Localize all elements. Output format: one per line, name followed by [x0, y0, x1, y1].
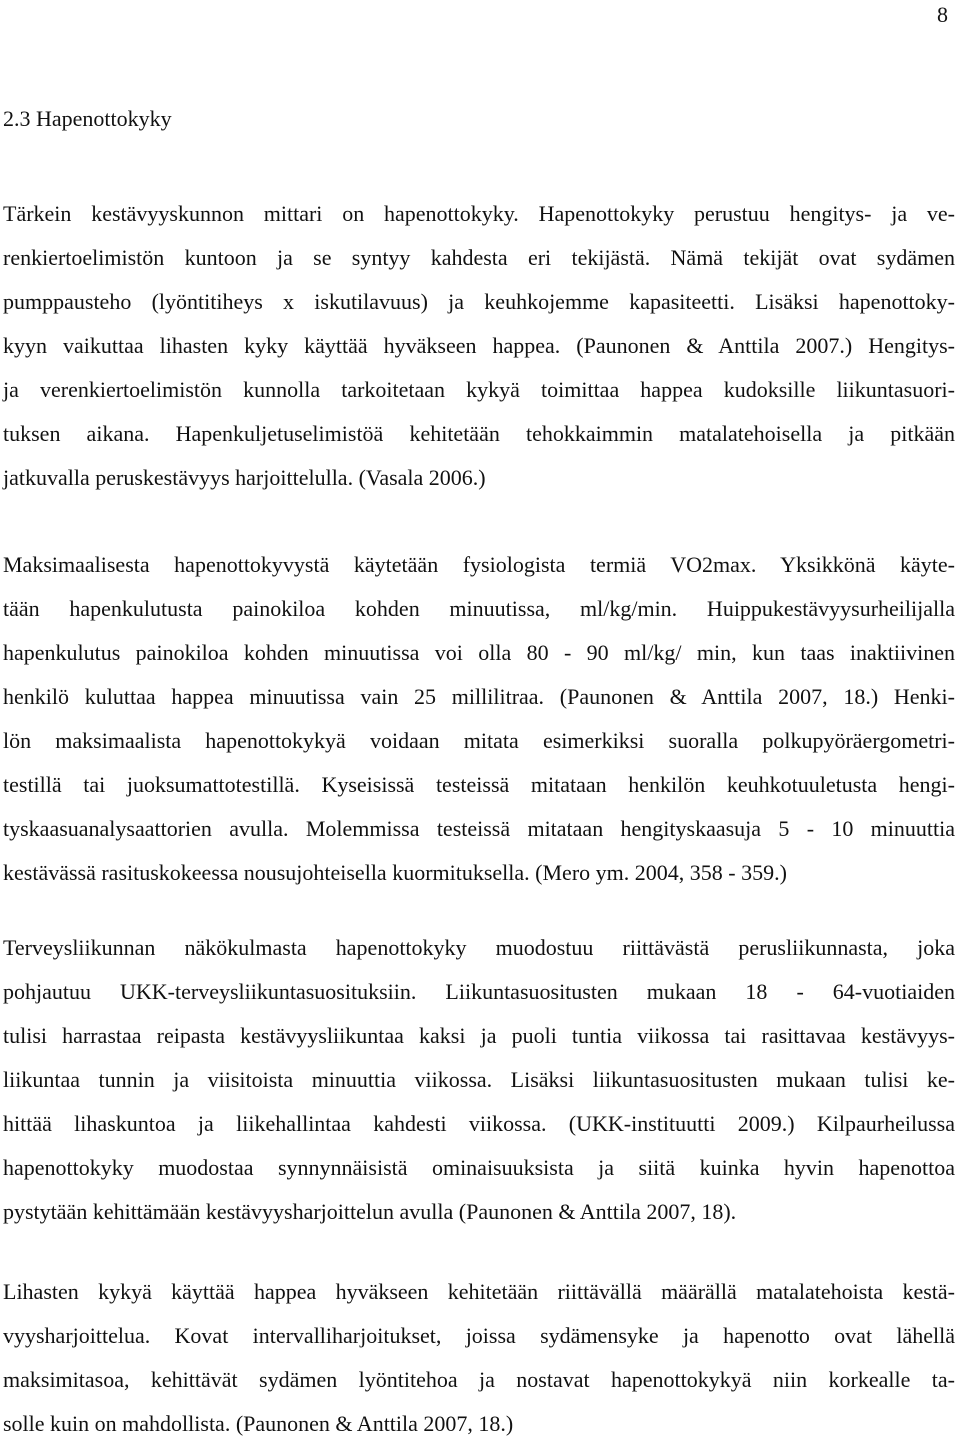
paragraph-line: solle kuin on mahdollista. (Paunonen & Anttila 2007, 18.) — [3, 1411, 514, 1436]
paragraph-line: vyysharjoittelua. Kovat intervalliharjoitukset, joissa sydämensyke ja hapenotto ovat lähellä — [3, 1323, 955, 1348]
paragraph-line: kestävässä rasituskokeessa nousujohteisella kuormituksella. (Mero ym. 2004, 358 - 359.) — [3, 860, 787, 885]
paragraph-line: pumppausteho (lyöntitiheys x iskutilavuus) ja keuhkojemme kapasiteetti. Lisäksi hapenottoky- — [3, 289, 955, 314]
section-heading: 2.3 Hapenottokyky — [3, 106, 172, 131]
paragraph-2 — [3, 543, 955, 895]
paragraph-line: Lihasten kykyä käyttää happea hyväkseen kehitetään riittävällä määrällä matalatehoista kestä- — [3, 1279, 955, 1304]
paragraph-line: tulisi harrastaa reipasta kestävyysliikuntaa kaksi ja puoli tuntia viikossa tai rasittavaa kestävyys- — [3, 1023, 955, 1048]
paragraph-line: hapenottokyky muodostaa synnynnäisistä ominaisuuksista ja siitä kuinka hyvin hapenottoa — [3, 1155, 955, 1180]
paragraph-line: hapenkulutus painokiloa kohden minuutissa voi olla 80 - 90 ml/kg/ min, kun taas inaktiivinen — [3, 640, 955, 665]
paragraph-line: kyyn vaikuttaa lihasten kyky käyttää hyväkseen happea. (Paunonen & Anttila 2007.) Hengitys- — [3, 333, 955, 358]
paragraph-line: pohjautuu UKK-terveysliikuntasuosituksiin. Liikuntasuositusten mukaan 18 - 64-vuotiaiden — [3, 979, 955, 1004]
paragraph-line: hittää lihaskuntoa ja liikehallintaa kahdesti viikossa. (UKK-instituutti 2009.) Kilpaurheilussa — [3, 1111, 955, 1136]
paragraph-line: lön maksimaalista hapenottokykyä voidaan mitata esimerkiksi suoralla polkupyöräergometri- — [3, 728, 955, 753]
paragraph-3 — [3, 926, 955, 1234]
paragraph-line: renkiertoelimistön kuntoon ja se syntyy kahdesta eri tekijästä. Nämä tekijät ovat sydämen — [3, 245, 955, 270]
paragraph-line: ja verenkiertoelimistön kunnolla tarkoitetaan kykyä toimittaa happea kudoksille liikuntasuori- — [3, 377, 955, 402]
page-number: 8 — [937, 2, 948, 27]
paragraph-line: jatkuvalla peruskestävyys harjoittelulla. (Vasala 2006.) — [3, 465, 486, 490]
paragraph-line: testillä tai juoksumattotestillä. Kyseisissä testeissä mitataan henkilön keuhkotuuletusta hengi- — [3, 772, 955, 797]
paragraph-line: Terveysliikunnan näkökulmasta hapenottokyky muodostuu riittävästä perusliikunnasta, joka — [3, 935, 955, 960]
paragraph-line: tuksen aikana. Hapenkuljetuselimistöä kehitetään tehokkaimmin matalatehoisella ja pitkään — [3, 421, 955, 446]
paragraph-1 — [3, 192, 955, 500]
paragraph-line: Tärkein kestävyyskunnon mittari on hapenottokyky. Hapenottokyky perustuu hengitys- ja ve- — [3, 201, 955, 226]
paragraph-line: tyskaasuanalysaattorien avulla. Molemmissa testeissä mitataan hengityskaasuja 5 - 10 minuuttia — [3, 816, 955, 841]
paragraph-line: pystytään kehittämään kestävyysharjoittelun avulla (Paunonen & Anttila 2007, 18). — [3, 1199, 737, 1224]
paragraph-line: maksimitasoa, kehittävät sydämen lyöntitehoa ja nostavat hapenottokykyä niin korkealle ta- — [3, 1367, 955, 1392]
paragraph-4 — [3, 1270, 955, 1446]
paragraph-line: liikuntaa tunnin ja viisitoista minuuttia viikossa. Lisäksi liikuntasuositusten mukaan tulisi ke- — [3, 1067, 955, 1092]
paragraph-line: tään hapenkulutusta painokiloa kohden minuutissa, ml/kg/min. Huippukestävyysurheilijalla — [3, 596, 955, 621]
paragraph-line: henkilö kuluttaa happea minuutissa vain 25 millilitraa. (Paunonen & Anttila 2007, 18.) Henki- — [3, 684, 955, 709]
paragraph-line: Maksimaalisesta hapenottokyvystä käytetään fysiologista termiä VO2max. Yksikkönä käyte- — [3, 552, 955, 577]
